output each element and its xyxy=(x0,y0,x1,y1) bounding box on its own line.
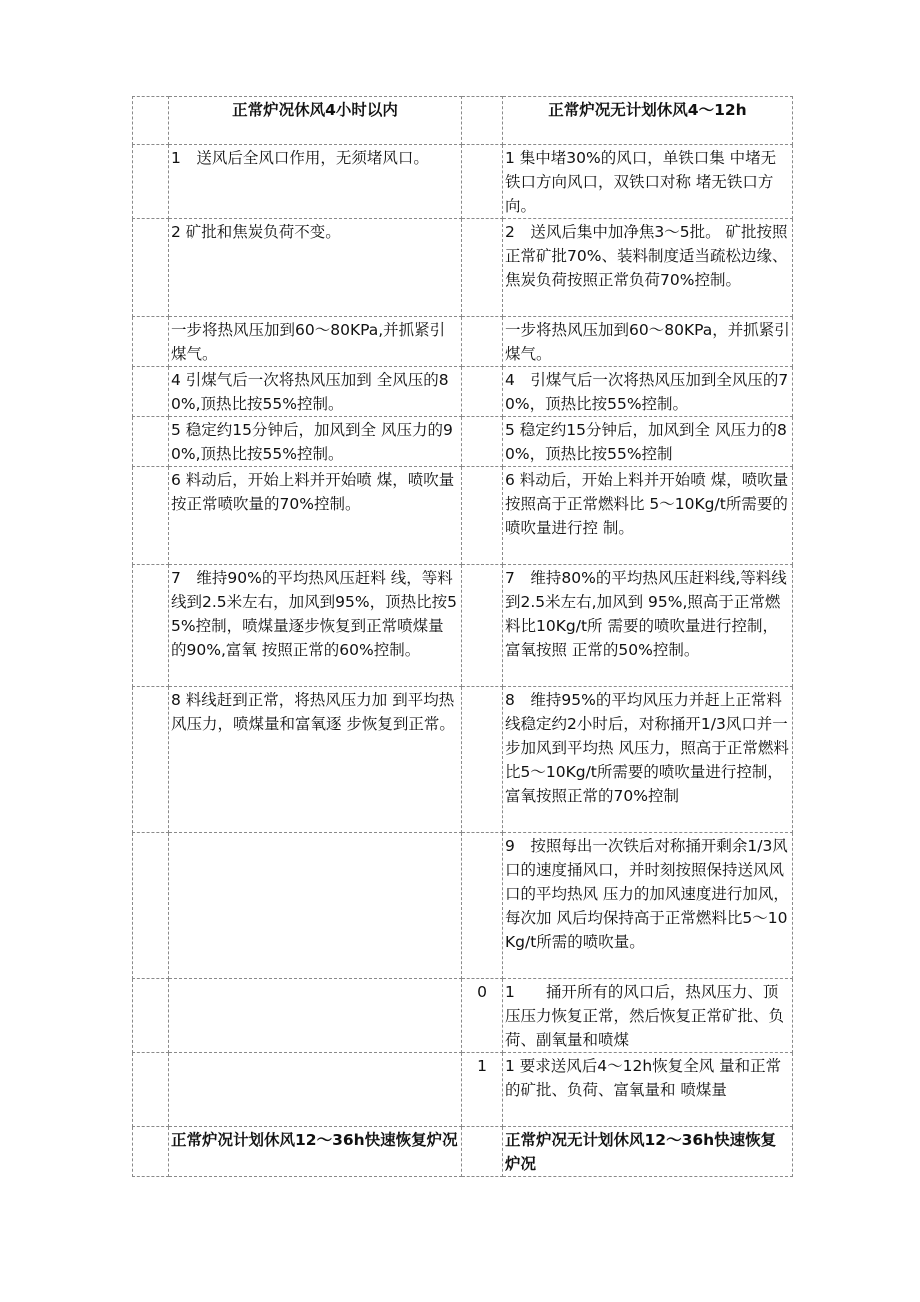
table-cell xyxy=(462,1127,503,1177)
left-cell: 8 料线赶到正常，将热风压力加 到平均热风压力，喷煤量和富氧逐 步恢复到正常。 xyxy=(169,687,462,833)
recovery-table xyxy=(132,96,793,1177)
row-number xyxy=(462,367,503,417)
left-cell xyxy=(169,979,462,1053)
table-row xyxy=(133,833,793,979)
table-cell xyxy=(133,317,169,367)
table-header-row xyxy=(133,97,793,145)
left-cell xyxy=(169,1053,462,1127)
row-number xyxy=(462,833,503,979)
left-cell: 6 料动后，开始上料并开始喷 煤，喷吹量按正常喷吹量的70%控制。 xyxy=(169,467,462,565)
row-number xyxy=(462,219,503,317)
table-row xyxy=(133,1053,793,1127)
table-cell xyxy=(133,367,169,417)
table-row xyxy=(133,317,793,367)
left-cell: 一步将热风压加到60～80KPa,并抓紧引煤气。 xyxy=(169,317,462,367)
left-cell: 5 稳定约15分钟后，加风到全 风压力的90%,顶热比按55%控制。 xyxy=(169,417,462,467)
right-cell: 8 维持95%的平均风压力并赶上正常料线稳定约2小时后，对称捅开1/3风口并一步加风到平均热 风压力，照高于正常燃料比5～10Kg/t所需要的喷吹量进行控制，富氧按照正常的70%控制 xyxy=(503,687,793,833)
table-footer-row xyxy=(133,1127,793,1177)
table-cell xyxy=(133,1053,169,1127)
table-row xyxy=(133,565,793,687)
row-number xyxy=(462,565,503,687)
left-cell xyxy=(169,833,462,979)
row-number xyxy=(462,317,503,367)
table-row xyxy=(133,979,793,1053)
row-number: 0 xyxy=(462,979,503,1053)
table-row xyxy=(133,687,793,833)
left-cell: 2 矿批和焦炭负荷不变。 xyxy=(169,219,462,317)
right-cell: 6 料动后，开始上料并开始喷 煤，喷吹量按照高于正常燃料比 5～10Kg/t所需要的喷吹量进行控 制。 xyxy=(503,467,793,565)
header-right: 正常炉况无计划休风4～12h xyxy=(503,97,793,145)
table-cell xyxy=(133,467,169,565)
left-cell: 1 送风后全风口作用，无须堵风口。 xyxy=(169,145,462,219)
table-cell xyxy=(462,97,503,145)
row-number xyxy=(462,417,503,467)
right-cell: 1 集中堵30%的风口，单铁口集 中堵无铁口方向风口，双铁口对称 堵无铁口方向。 xyxy=(503,145,793,219)
table-cell xyxy=(133,97,169,145)
row-number: 1 xyxy=(462,1053,503,1127)
left-cell: 4 引煤气后一次将热风压加到 全风压的80%,顶热比按55%控制。 xyxy=(169,367,462,417)
table-row xyxy=(133,417,793,467)
table-row xyxy=(133,145,793,219)
right-cell: 4 引煤气后一次将热风压加到全风压的70%，顶热比按55%控制。 xyxy=(503,367,793,417)
row-number xyxy=(462,687,503,833)
right-cell: 5 稳定约15分钟后，加风到全 风压力的80%，顶热比按55%控制 xyxy=(503,417,793,467)
row-number xyxy=(462,467,503,565)
right-cell: 7 维持80%的平均热风压赶料线,等料线到2.5米左右,加风到 95%,照高于正常燃料比10Kg/t所 需要的喷吹量进行控制，富氧按照 正常的50%控制。 xyxy=(503,565,793,687)
table-cell xyxy=(133,1127,169,1177)
right-cell: 1 要求送风后4～12h恢复全风 量和正常的矿批、负荷、富氧量和 喷煤量 xyxy=(503,1053,793,1127)
table-cell xyxy=(133,979,169,1053)
table-cell xyxy=(133,219,169,317)
table-row xyxy=(133,219,793,317)
table-cell xyxy=(133,687,169,833)
table-cell xyxy=(133,417,169,467)
table-row xyxy=(133,467,793,565)
right-cell: 9 按照每出一次铁后对称捅开剩余1/3风口的速度捅风口，并时刻按照保持送风风口的平均热风 压力的加风速度进行加风，每次加 风后均保持高于正常燃料比5～10Kg/t所需的喷吹量。 xyxy=(503,833,793,979)
header-left: 正常炉况休风4小时以内 xyxy=(169,97,462,145)
right-cell: 一步将热风压加到60～80KPa，并抓紧引煤气。 xyxy=(503,317,793,367)
table-cell xyxy=(133,565,169,687)
left-cell: 7 维持90%的平均热风压赶料 线，等料线到2.5米左右，加风到95%，顶热比按55%控制，喷煤量逐步恢复到正常喷煤量的90%,富氧 按照正常的60%控制。 xyxy=(169,565,462,687)
row-number xyxy=(462,145,503,219)
table-cell xyxy=(133,145,169,219)
footer-left: 正常炉况计划休风12～36h快速恢复炉况 xyxy=(169,1127,462,1177)
footer-right: 正常炉况无计划休风12～36h快速恢复炉况 xyxy=(503,1127,793,1177)
right-cell: 2 送风后集中加净焦3～5批。 矿批按照正常矿批70%、装料制度适当疏松边缘、焦炭负荷按照正常负荷70%控制。 xyxy=(503,219,793,317)
table-row xyxy=(133,367,793,417)
right-cell: 1 捅开所有的风口后，热风压力、顶压压力恢复正常，然后恢复正常矿批、负荷、副氧量和喷煤 xyxy=(503,979,793,1053)
table-cell xyxy=(133,833,169,979)
